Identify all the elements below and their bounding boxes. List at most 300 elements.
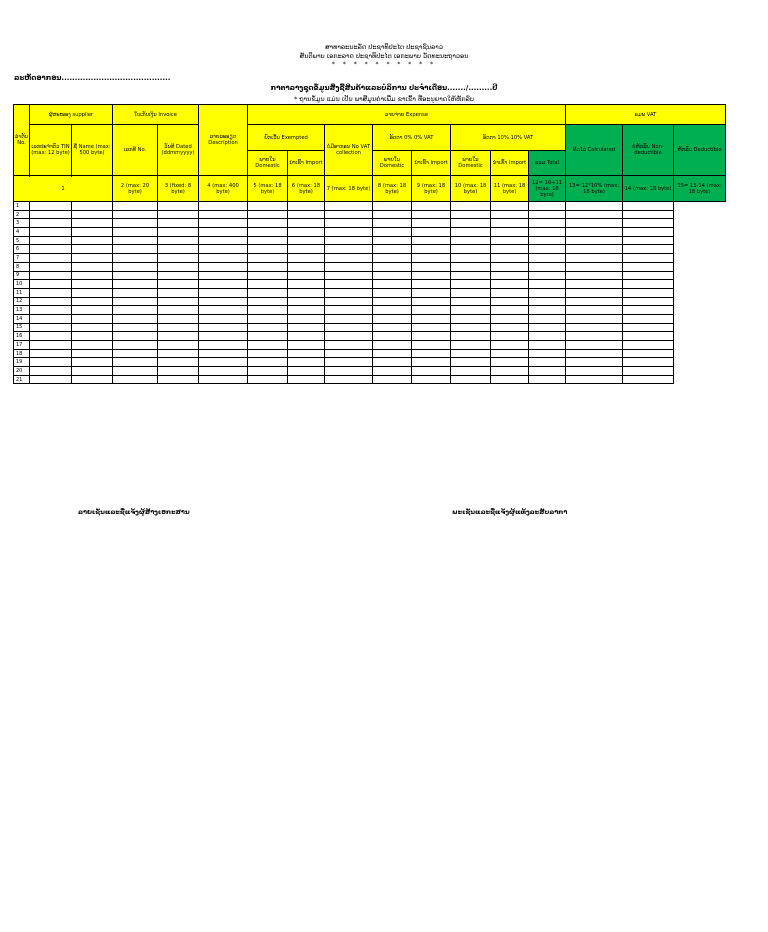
table-cell[interactable] — [491, 245, 529, 254]
table-cell[interactable] — [248, 271, 288, 280]
table-cell[interactable] — [158, 271, 199, 280]
table-cell[interactable] — [288, 254, 325, 263]
table-cell[interactable] — [199, 358, 248, 367]
table-cell[interactable] — [72, 202, 113, 211]
table-cell[interactable] — [30, 349, 72, 358]
table-cell[interactable] — [248, 332, 288, 341]
table-cell[interactable] — [451, 349, 491, 358]
table-cell[interactable] — [566, 375, 623, 384]
table-cell[interactable] — [373, 314, 412, 323]
table-cell[interactable] — [451, 228, 491, 237]
table-cell[interactable] — [325, 288, 373, 297]
table-cell[interactable] — [72, 280, 113, 289]
table-cell[interactable] — [199, 349, 248, 358]
table-cell[interactable] — [623, 306, 674, 315]
table-cell[interactable] — [529, 228, 566, 237]
table-cell[interactable] — [158, 254, 199, 263]
table-cell[interactable] — [373, 228, 412, 237]
table-cell[interactable] — [248, 314, 288, 323]
table-cell[interactable] — [325, 323, 373, 332]
table-cell[interactable] — [623, 254, 674, 263]
table-cell[interactable] — [288, 323, 325, 332]
table-cell[interactable] — [566, 280, 623, 289]
table-cell[interactable] — [566, 262, 623, 271]
table-cell[interactable] — [529, 349, 566, 358]
table-cell[interactable] — [412, 219, 451, 228]
table-cell[interactable] — [529, 367, 566, 376]
table-cell[interactable] — [248, 341, 288, 350]
table-cell[interactable] — [113, 210, 158, 219]
table-cell[interactable] — [623, 349, 674, 358]
table-cell[interactable] — [113, 228, 158, 237]
table-cell[interactable] — [325, 332, 373, 341]
table-cell[interactable] — [412, 341, 451, 350]
table-cell[interactable] — [529, 358, 566, 367]
table-cell[interactable] — [72, 219, 113, 228]
table-cell[interactable] — [113, 297, 158, 306]
table-cell[interactable] — [325, 228, 373, 237]
table-cell[interactable] — [325, 341, 373, 350]
table-cell[interactable] — [199, 236, 248, 245]
table-cell[interactable] — [113, 245, 158, 254]
table-cell[interactable] — [158, 210, 199, 219]
table-cell[interactable] — [158, 245, 199, 254]
table-cell[interactable] — [199, 245, 248, 254]
table-cell[interactable] — [412, 349, 451, 358]
table-cell[interactable] — [72, 210, 113, 219]
table-cell[interactable] — [30, 341, 72, 350]
table-cell[interactable] — [158, 288, 199, 297]
table-cell[interactable] — [248, 349, 288, 358]
table-cell[interactable] — [412, 245, 451, 254]
table-cell[interactable] — [72, 262, 113, 271]
table-cell[interactable] — [491, 210, 529, 219]
table-cell[interactable] — [529, 262, 566, 271]
table-cell[interactable] — [288, 236, 325, 245]
table-cell[interactable] — [451, 254, 491, 263]
table-cell[interactable] — [158, 323, 199, 332]
table-cell[interactable] — [325, 349, 373, 358]
table-cell[interactable] — [451, 332, 491, 341]
table-cell[interactable] — [451, 358, 491, 367]
table-cell[interactable] — [30, 314, 72, 323]
table-cell[interactable] — [412, 228, 451, 237]
table-cell[interactable] — [30, 332, 72, 341]
table-cell[interactable] — [373, 332, 412, 341]
table-cell[interactable] — [412, 332, 451, 341]
table-cell[interactable] — [566, 210, 623, 219]
table-cell[interactable] — [451, 367, 491, 376]
table-cell[interactable] — [158, 202, 199, 211]
table-cell[interactable] — [566, 271, 623, 280]
table-cell[interactable] — [529, 323, 566, 332]
table-cell[interactable] — [566, 341, 623, 350]
table-cell[interactable] — [373, 202, 412, 211]
table-cell[interactable] — [451, 280, 491, 289]
table-cell[interactable] — [158, 314, 199, 323]
table-cell[interactable] — [623, 341, 674, 350]
table-cell[interactable] — [412, 358, 451, 367]
table-cell[interactable] — [451, 341, 491, 350]
table-cell[interactable] — [623, 332, 674, 341]
table-cell[interactable] — [623, 314, 674, 323]
table-cell[interactable] — [566, 297, 623, 306]
table-cell[interactable] — [113, 349, 158, 358]
table-cell[interactable] — [199, 271, 248, 280]
table-cell[interactable] — [451, 202, 491, 211]
table-cell[interactable] — [248, 306, 288, 315]
table-cell[interactable] — [288, 375, 325, 384]
table-cell[interactable] — [72, 297, 113, 306]
table-cell[interactable] — [248, 367, 288, 376]
table-cell[interactable] — [491, 323, 529, 332]
table-cell[interactable] — [30, 288, 72, 297]
table-cell[interactable] — [72, 254, 113, 263]
table-cell[interactable] — [72, 323, 113, 332]
table-cell[interactable] — [566, 358, 623, 367]
table-cell[interactable] — [623, 210, 674, 219]
table-cell[interactable] — [113, 271, 158, 280]
table-cell[interactable] — [248, 219, 288, 228]
table-cell[interactable] — [566, 306, 623, 315]
table-cell[interactable] — [30, 358, 72, 367]
table-cell[interactable] — [529, 297, 566, 306]
table-cell[interactable] — [248, 245, 288, 254]
table-cell[interactable] — [72, 332, 113, 341]
table-cell[interactable] — [158, 228, 199, 237]
table-cell[interactable] — [566, 254, 623, 263]
table-cell[interactable] — [373, 271, 412, 280]
table-cell[interactable] — [30, 219, 72, 228]
table-cell[interactable] — [373, 236, 412, 245]
table-cell[interactable] — [529, 202, 566, 211]
table-cell[interactable] — [566, 288, 623, 297]
table-cell[interactable] — [325, 375, 373, 384]
table-cell[interactable] — [529, 332, 566, 341]
table-cell[interactable] — [373, 219, 412, 228]
table-cell[interactable] — [412, 254, 451, 263]
table-cell[interactable] — [72, 375, 113, 384]
table-cell[interactable] — [288, 280, 325, 289]
table-cell[interactable] — [288, 245, 325, 254]
table-cell[interactable] — [412, 210, 451, 219]
table-cell[interactable] — [158, 358, 199, 367]
table-cell[interactable] — [30, 306, 72, 315]
table-cell[interactable] — [113, 202, 158, 211]
table-cell[interactable] — [491, 236, 529, 245]
table-cell[interactable] — [491, 332, 529, 341]
table-cell[interactable] — [412, 297, 451, 306]
table-cell[interactable] — [373, 288, 412, 297]
table-cell[interactable] — [30, 245, 72, 254]
table-cell[interactable] — [30, 367, 72, 376]
table-cell[interactable] — [373, 280, 412, 289]
table-cell[interactable] — [412, 375, 451, 384]
table-cell[interactable] — [491, 228, 529, 237]
table-cell[interactable] — [566, 367, 623, 376]
table-cell[interactable] — [199, 228, 248, 237]
table-cell[interactable] — [451, 219, 491, 228]
table-cell[interactable] — [491, 314, 529, 323]
table-cell[interactable] — [248, 228, 288, 237]
table-cell[interactable] — [451, 297, 491, 306]
table-cell[interactable] — [325, 202, 373, 211]
table-cell[interactable] — [325, 262, 373, 271]
table-cell[interactable] — [72, 314, 113, 323]
table-cell[interactable] — [288, 349, 325, 358]
table-cell[interactable] — [72, 341, 113, 350]
table-cell[interactable] — [199, 341, 248, 350]
table-cell[interactable] — [288, 271, 325, 280]
table-cell[interactable] — [325, 358, 373, 367]
table-cell[interactable] — [288, 228, 325, 237]
table-cell[interactable] — [373, 297, 412, 306]
table-cell[interactable] — [30, 262, 72, 271]
table-cell[interactable] — [113, 306, 158, 315]
table-cell[interactable] — [529, 219, 566, 228]
table-cell[interactable] — [199, 254, 248, 263]
table-cell[interactable] — [288, 219, 325, 228]
table-cell[interactable] — [623, 288, 674, 297]
table-cell[interactable] — [288, 288, 325, 297]
table-cell[interactable] — [373, 245, 412, 254]
table-cell[interactable] — [72, 228, 113, 237]
table-cell[interactable] — [373, 306, 412, 315]
table-cell[interactable] — [566, 323, 623, 332]
table-cell[interactable] — [288, 367, 325, 376]
table-cell[interactable] — [529, 236, 566, 245]
table-cell[interactable] — [491, 358, 529, 367]
table-cell[interactable] — [325, 271, 373, 280]
table-cell[interactable] — [451, 245, 491, 254]
table-cell[interactable] — [529, 306, 566, 315]
table-cell[interactable] — [491, 202, 529, 211]
table-cell[interactable] — [113, 323, 158, 332]
table-cell[interactable] — [529, 245, 566, 254]
table-cell[interactable] — [491, 306, 529, 315]
table-cell[interactable] — [288, 314, 325, 323]
table-cell[interactable] — [491, 280, 529, 289]
table-cell[interactable] — [373, 323, 412, 332]
table-cell[interactable] — [113, 367, 158, 376]
table-cell[interactable] — [113, 280, 158, 289]
table-cell[interactable] — [566, 314, 623, 323]
table-cell[interactable] — [248, 254, 288, 263]
table-cell[interactable] — [373, 349, 412, 358]
table-cell[interactable] — [72, 236, 113, 245]
table-cell[interactable] — [529, 254, 566, 263]
table-cell[interactable] — [491, 271, 529, 280]
table-cell[interactable] — [412, 262, 451, 271]
table-cell[interactable] — [325, 314, 373, 323]
table-cell[interactable] — [623, 367, 674, 376]
table-cell[interactable] — [72, 245, 113, 254]
table-cell[interactable] — [325, 306, 373, 315]
table-cell[interactable] — [113, 358, 158, 367]
table-cell[interactable] — [288, 262, 325, 271]
table-cell[interactable] — [113, 332, 158, 341]
table-cell[interactable] — [248, 280, 288, 289]
table-cell[interactable] — [325, 210, 373, 219]
table-cell[interactable] — [412, 314, 451, 323]
table-cell[interactable] — [158, 375, 199, 384]
table-cell[interactable] — [248, 297, 288, 306]
table-cell[interactable] — [451, 314, 491, 323]
table-cell[interactable] — [491, 288, 529, 297]
table-cell[interactable] — [113, 375, 158, 384]
table-cell[interactable] — [529, 210, 566, 219]
table-cell[interactable] — [623, 202, 674, 211]
table-cell[interactable] — [412, 288, 451, 297]
table-cell[interactable] — [451, 375, 491, 384]
table-cell[interactable] — [30, 228, 72, 237]
table-cell[interactable] — [491, 254, 529, 263]
table-cell[interactable] — [30, 323, 72, 332]
table-cell[interactable] — [30, 280, 72, 289]
table-cell[interactable] — [72, 306, 113, 315]
table-cell[interactable] — [325, 297, 373, 306]
table-cell[interactable] — [623, 219, 674, 228]
table-cell[interactable] — [158, 349, 199, 358]
table-cell[interactable] — [451, 288, 491, 297]
table-cell[interactable] — [113, 254, 158, 263]
table-cell[interactable] — [373, 254, 412, 263]
table-cell[interactable] — [72, 271, 113, 280]
table-cell[interactable] — [623, 297, 674, 306]
table-cell[interactable] — [623, 375, 674, 384]
table-cell[interactable] — [373, 262, 412, 271]
table-cell[interactable] — [491, 262, 529, 271]
table-cell[interactable] — [199, 332, 248, 341]
table-cell[interactable] — [113, 314, 158, 323]
table-cell[interactable] — [491, 367, 529, 376]
table-cell[interactable] — [325, 367, 373, 376]
table-cell[interactable] — [566, 202, 623, 211]
table-cell[interactable] — [288, 202, 325, 211]
table-cell[interactable] — [373, 341, 412, 350]
table-cell[interactable] — [199, 219, 248, 228]
table-cell[interactable] — [412, 202, 451, 211]
table-cell[interactable] — [491, 297, 529, 306]
table-cell[interactable] — [158, 297, 199, 306]
table-cell[interactable] — [451, 236, 491, 245]
table-cell[interactable] — [113, 288, 158, 297]
table-cell[interactable] — [288, 358, 325, 367]
table-cell[interactable] — [158, 332, 199, 341]
table-cell[interactable] — [623, 228, 674, 237]
table-cell[interactable] — [113, 262, 158, 271]
table-cell[interactable] — [248, 358, 288, 367]
table-cell[interactable] — [158, 280, 199, 289]
table-cell[interactable] — [30, 375, 72, 384]
table-cell[interactable] — [248, 210, 288, 219]
table-cell[interactable] — [325, 219, 373, 228]
table-cell[interactable] — [248, 202, 288, 211]
table-cell[interactable] — [566, 245, 623, 254]
table-cell[interactable] — [199, 323, 248, 332]
table-cell[interactable] — [373, 375, 412, 384]
table-cell[interactable] — [30, 254, 72, 263]
table-cell[interactable] — [248, 323, 288, 332]
table-cell[interactable] — [373, 358, 412, 367]
table-cell[interactable] — [30, 271, 72, 280]
table-cell[interactable] — [566, 236, 623, 245]
table-cell[interactable] — [72, 358, 113, 367]
table-cell[interactable] — [451, 306, 491, 315]
table-cell[interactable] — [158, 306, 199, 315]
table-cell[interactable] — [412, 306, 451, 315]
table-cell[interactable] — [158, 367, 199, 376]
table-cell[interactable] — [199, 288, 248, 297]
table-cell[interactable] — [248, 262, 288, 271]
table-cell[interactable] — [288, 210, 325, 219]
table-cell[interactable] — [529, 375, 566, 384]
table-cell[interactable] — [158, 341, 199, 350]
table-cell[interactable] — [451, 262, 491, 271]
table-cell[interactable] — [72, 367, 113, 376]
table-cell[interactable] — [199, 375, 248, 384]
table-cell[interactable] — [529, 341, 566, 350]
table-cell[interactable] — [529, 314, 566, 323]
table-cell[interactable] — [199, 306, 248, 315]
table-cell[interactable] — [325, 245, 373, 254]
table-cell[interactable] — [158, 219, 199, 228]
table-cell[interactable] — [113, 236, 158, 245]
table-cell[interactable] — [412, 367, 451, 376]
table-cell[interactable] — [491, 341, 529, 350]
table-cell[interactable] — [30, 236, 72, 245]
table-cell[interactable] — [199, 314, 248, 323]
table-cell[interactable] — [325, 280, 373, 289]
table-cell[interactable] — [199, 210, 248, 219]
table-cell[interactable] — [248, 288, 288, 297]
table-cell[interactable] — [623, 280, 674, 289]
table-cell[interactable] — [158, 262, 199, 271]
table-cell[interactable] — [566, 332, 623, 341]
table-cell[interactable] — [325, 236, 373, 245]
table-cell[interactable] — [30, 297, 72, 306]
table-cell[interactable] — [288, 297, 325, 306]
table-cell[interactable] — [566, 219, 623, 228]
table-cell[interactable] — [566, 228, 623, 237]
table-cell[interactable] — [623, 323, 674, 332]
table-cell[interactable] — [623, 236, 674, 245]
table-cell[interactable] — [623, 358, 674, 367]
table-cell[interactable] — [412, 271, 451, 280]
table-cell[interactable] — [199, 280, 248, 289]
table-cell[interactable] — [113, 219, 158, 228]
table-cell[interactable] — [373, 367, 412, 376]
table-cell[interactable] — [529, 271, 566, 280]
table-cell[interactable] — [158, 236, 199, 245]
table-cell[interactable] — [248, 375, 288, 384]
table-cell[interactable] — [412, 323, 451, 332]
table-cell[interactable] — [451, 271, 491, 280]
table-cell[interactable] — [30, 210, 72, 219]
table-cell[interactable] — [72, 288, 113, 297]
table-cell[interactable] — [30, 202, 72, 211]
table-cell[interactable] — [566, 349, 623, 358]
table-cell[interactable] — [199, 202, 248, 211]
table-cell[interactable] — [199, 297, 248, 306]
table-cell[interactable] — [113, 341, 158, 350]
table-cell[interactable] — [288, 341, 325, 350]
table-cell[interactable] — [248, 236, 288, 245]
table-cell[interactable] — [451, 210, 491, 219]
table-cell[interactable] — [491, 375, 529, 384]
table-cell[interactable] — [529, 288, 566, 297]
table-cell[interactable] — [451, 323, 491, 332]
